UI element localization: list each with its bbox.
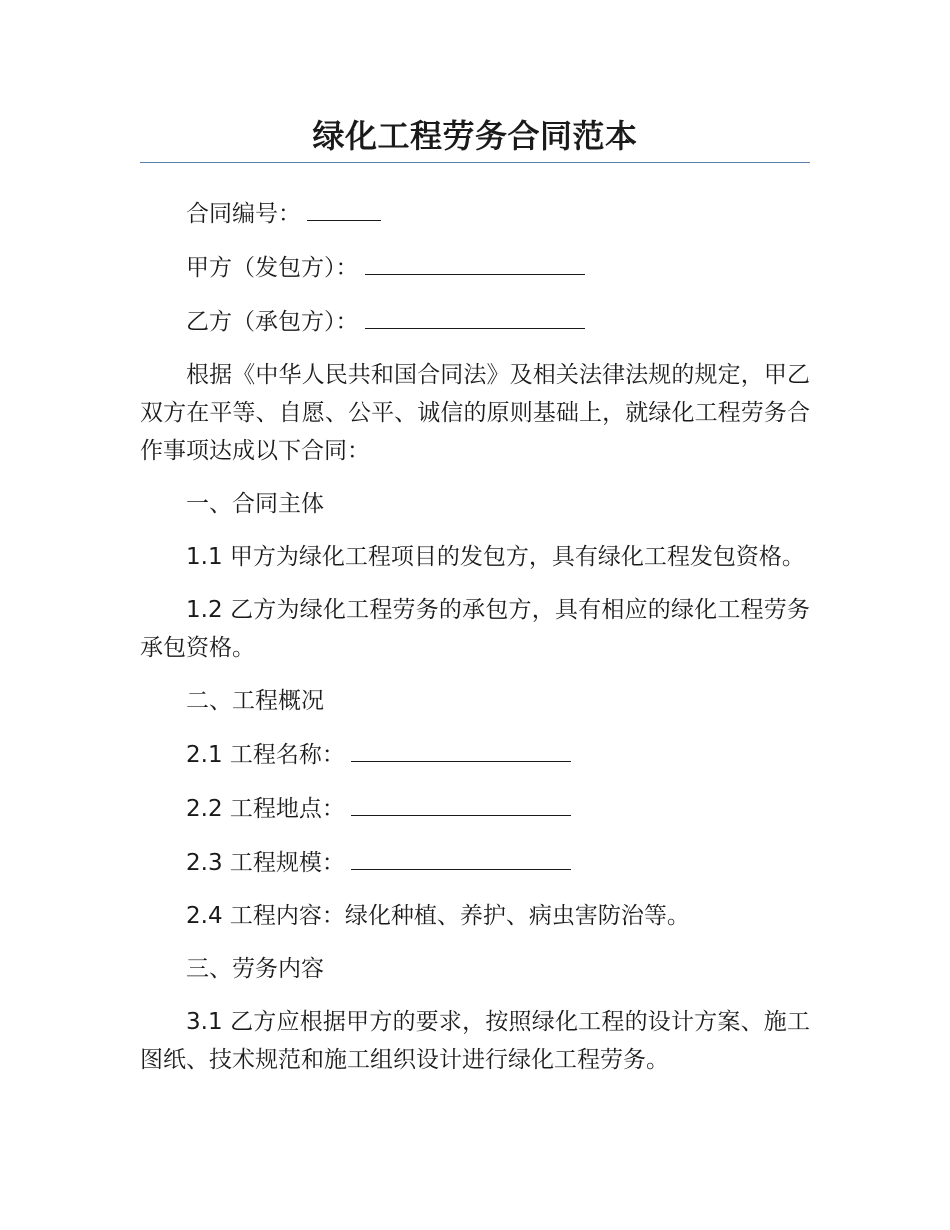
clause-2-1: [140, 735, 810, 774]
section-1-heading: 一、合同主体: [186, 491, 324, 517]
document-body: [140, 194, 810, 1094]
contract-number-line: [140, 194, 810, 233]
document-title: 绿化工程劳务合同范本: [312, 117, 638, 155]
project-location-label: 2.2 工程地点：: [186, 796, 345, 822]
party-a-line: [140, 248, 810, 287]
preamble-paragraph: 根据《中华人民共和国合同法》及相关法律法规的规定，甲乙双方在平等、自愿、公平、诚信的原则基础上，就绿化工程劳务合作事项达成以下合同：: [140, 362, 810, 464]
clause-1-2: 1.2 乙方为绿化工程劳务的承包方，具有相应的绿化工程劳务承包资格。: [140, 597, 810, 661]
party-a-blank: [365, 248, 585, 275]
contract-number-blank: [307, 194, 381, 221]
clause-3-1: 3.1 乙方应根据甲方的要求，按照绿化工程的设计方案、施工图纸、技术规范和施工组织设计进行绿化工程劳务。: [140, 1009, 810, 1073]
party-b-line: [140, 302, 810, 341]
title-underline: [140, 162, 810, 163]
party-b-label: 乙方（承包方）：: [186, 309, 359, 335]
clause-2-4: 2.4 工程内容：绿化种植、养护、病虫害防治等。: [186, 903, 690, 929]
project-scale-label: 2.3 工程规模：: [186, 850, 345, 876]
clause-2-3: [140, 843, 810, 882]
contract-number-label: 合同编号：: [186, 201, 301, 227]
section-3-heading: 三、劳务内容: [186, 956, 324, 982]
project-name-blank: [351, 735, 571, 762]
party-a-label: 甲方（发包方）：: [186, 255, 359, 281]
project-name-label: 2.1 工程名称：: [186, 742, 345, 768]
clause-2-2: [140, 789, 810, 828]
project-scale-blank: [351, 843, 571, 870]
party-b-blank: [365, 302, 585, 329]
clause-1-1: 1.1 甲方为绿化工程项目的发包方，具有绿化工程发包资格。: [186, 544, 805, 570]
project-location-blank: [351, 789, 571, 816]
section-2-heading: 二、工程概况: [186, 688, 324, 714]
